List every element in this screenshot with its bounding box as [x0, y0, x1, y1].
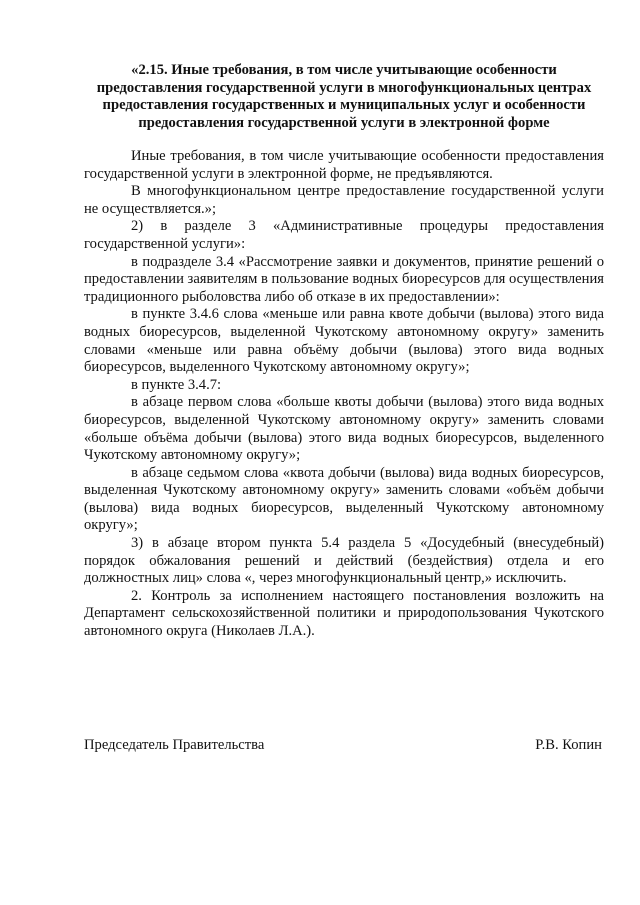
paragraph: 3) в абзаце втором пункта 5.4 раздела 5 «Досудебный (внесудебный) порядок обжалования решений и действий (бездействия) отдела и его должностных лиц» слова «, через многофункциональный центр,» исключить.: [84, 535, 604, 587]
signatory-name: Р.В. Копин: [535, 737, 602, 753]
paragraph: Иные требования, в том числе учитывающие особенности предоставления государственной услуги в электронной форме, не предъявляются.: [84, 148, 604, 182]
paragraph: в абзаце первом слова «больше квоты добычи (вылова) этого вида водных биоресурсов, выделенной Чукотскому автономному округу» заменить словами «больше объёма добычи (вылова) этого вида водных биоресурсов, выделенного Чукотскому автономному округу»;: [84, 394, 604, 464]
document-body: [84, 148, 604, 641]
paragraph: в подразделе 3.4 «Рассмотрение заявки и документов, принятие решений о предоставлении заявителям в пользование водных биоресурсов для осуществления традиционного рыболовства либо об отказе в их предоставлении»:: [84, 253, 604, 305]
paragraph: 2) в разделе 3 «Административные процедуры предоставления государственной услуги»:: [84, 218, 604, 252]
signatory-position: Председатель Правительства: [84, 737, 265, 753]
section-heading: «2.15. Иные требования, в том числе учитывающие особенности предоставления государственной услуги в многофункциональных центрах предоставления государственных и муниципальных услуг и особенности предоставления государственной услуги в электронной форме: [96, 62, 592, 131]
paragraph: в пункте 3.4.7:: [131, 376, 222, 393]
paragraph: в пункте 3.4.6 слова «меньше или равна квоте добычи (вылова) этого вида водных биоресурсов, выделенной Чукотскому автономному округу» заменить словами «меньше или равна объёму добычи (вылова) этого вида водных биоресурсов, выделенного Чукотскому автономному округу»;: [84, 306, 604, 376]
paragraph: В многофункциональном центре предоставление государственной услуги не осуществляется.»;: [84, 183, 604, 217]
paragraph: 2. Контроль за исполнением настоящего постановления возложить на Департамент сельскохозяйственной политики и природопользования Чукотского автономного округа (Николаев Л.А.).: [84, 587, 604, 640]
paragraph: в абзаце седьмом слова «квота добычи (вылова) вида водных биоресурсов, выделенная Чукотскому автономному округу» заменить словами «объём добычи (вылова) вида водных биоресурсов, выделенный Чукотскому автономному округу»;: [84, 464, 604, 534]
